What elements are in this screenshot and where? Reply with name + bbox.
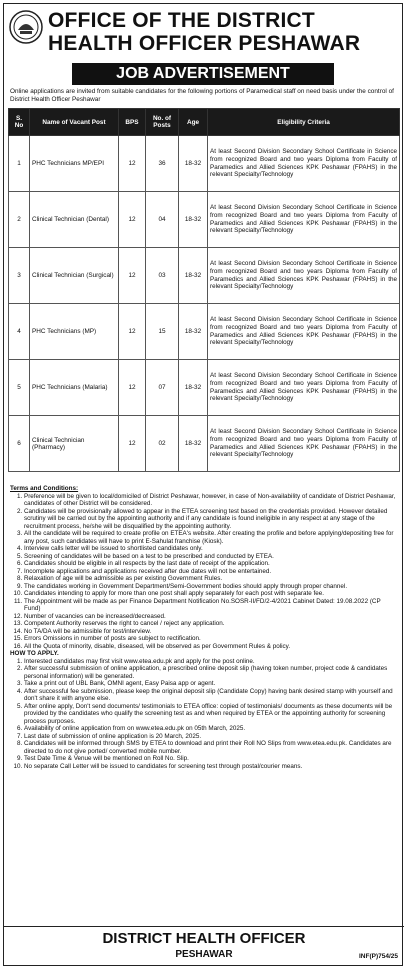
cell-posts: 03 (146, 248, 179, 304)
cell-posts: 07 (146, 360, 179, 416)
footer-title: DISTRICT HEALTH OFFICER (102, 930, 306, 947)
cell-criteria: At least Second Division Secondary School Certificate in Science from recognized Board and two years Diploma from Faculty of Paramedics and Allied Sciences KPK Peshawar (FPAHS) in the relevant Specialty/Technology (208, 304, 400, 360)
office-title-line2: HEALTH OFFICER PESHAWAR (48, 32, 361, 55)
terms-heading: Terms and Conditions: (10, 485, 79, 492)
terms-list (10, 493, 398, 651)
cell-criteria: At least Second Division Secondary School Certificate in Science from recognized Board and two years Diploma from Faculty of Paramedics and Allied Sciences KPK Peshawar (FPAHS) in the relevant Specialty/Technology (208, 360, 400, 416)
job-advertisement-banner: JOB ADVERTISEMENT (72, 63, 334, 85)
cell-post: Clinical Technician (Dental) (30, 192, 119, 248)
table-row (9, 192, 400, 248)
cell-sno: 5 (9, 360, 30, 416)
table-row (9, 136, 400, 192)
term-item: 14. No TA/DA will be admissible for test/interview. (24, 628, 398, 636)
cell-age: 18-32 (179, 304, 208, 360)
col-sno: S. No (9, 109, 30, 136)
col-posts: No. of Posts (146, 109, 179, 136)
term-item: 10. Candidates intending to apply for more than one post shall apply separately for each post with separate fee. (24, 590, 398, 598)
term-item: 12. Number of vacancies can be increased/decreased. (24, 613, 398, 621)
cell-post: PHC Technicians (Malaria) (30, 360, 119, 416)
table-row (9, 248, 400, 304)
cell-bps: 12 (119, 136, 146, 192)
advertisement-page (3, 3, 403, 966)
vacancies-table (8, 108, 400, 472)
term-item: 5. Screening of candidates will be based on a test to be prescribed and conducted by ETEA. (24, 553, 398, 561)
howto-item: 9. Test Date Time & Venue will be mentioned on Roll No. Slip. (24, 755, 398, 763)
howto-item: 2. After successful submission of online application, a prescribed online deposit slip (having token number, project code & candidates personal information) will be generated. (24, 665, 398, 680)
header (4, 4, 404, 62)
cell-age: 18-32 (179, 248, 208, 304)
cell-age: 18-32 (179, 360, 208, 416)
table-header-row (9, 109, 400, 136)
cell-posts: 02 (146, 416, 179, 472)
cell-bps: 12 (119, 360, 146, 416)
cell-age: 18-32 (179, 416, 208, 472)
how-to-apply-list (10, 658, 398, 771)
cell-bps: 12 (119, 192, 146, 248)
terms-section (10, 485, 398, 770)
table-row (9, 416, 400, 472)
col-criteria: Eligibility Criteria (208, 109, 400, 136)
intro-text: Online applications are invited from suitable candidates for the following portions of Paramedical staff on need basis under the control of District Health Officer Peshawar (10, 88, 394, 103)
col-post: Name of Vacant Post (30, 109, 119, 136)
term-item: 15. Errors Omissions in number of posts are subject to rectification. (24, 635, 398, 643)
term-item: 2. Candidates will be provisionally allowed to appear in the ETEA screening test based on the credentials provided. However detailed scrutiny will be carried out by the appointing authority and if any candidate is found ineligible in any respect at any stage of the recruitment process, he/she will be disqualified by the appointing authority. (24, 508, 398, 531)
term-item: 13. Competent Authority reserves the right to cancel / reject any application. (24, 620, 398, 628)
footer-subtitle: PESHAWAR (175, 949, 233, 960)
term-item: 11. The Appointment will be made as per Finance Department Notification No.SOSR-II/FD/2-4/2021 Cabinet Dated: 19.08.2022 (CP Fund) (24, 598, 398, 613)
government-seal-icon (9, 10, 43, 44)
term-item: 7. Incomplete applications and applications received after due dates will not be entertained. (24, 568, 398, 576)
table-row (9, 360, 400, 416)
cell-sno: 1 (9, 136, 30, 192)
cell-post: PHC Technicians (MP) (30, 304, 119, 360)
cell-post: Clinical Technician (Surgical) (30, 248, 119, 304)
col-bps: BPS (119, 109, 146, 136)
cell-sno: 4 (9, 304, 30, 360)
cell-bps: 12 (119, 304, 146, 360)
cell-posts: 15 (146, 304, 179, 360)
howto-item: 4. After successful fee submission, please keep the original deposit slip (Candidate Copy) having bank desired stamp with yourself and don't share it with anyone else. (24, 688, 398, 703)
reference-number: INF(P)754/25 (358, 953, 398, 960)
office-title-line1: OFFICE OF THE DISTRICT (48, 9, 315, 32)
cell-bps: 12 (119, 416, 146, 472)
cell-posts: 36 (146, 136, 179, 192)
term-item: 1. Preference will be given to local/domiciled of District Peshawar, however, in case of Non-availability of candidate of District Peshawar, candidates of other District will be considered. (24, 493, 398, 508)
cell-sno: 2 (9, 192, 30, 248)
term-item: 4. Interview calls letter will be issued to shortlisted candidates only. (24, 545, 398, 553)
cell-sno: 3 (9, 248, 30, 304)
cell-criteria: At least Second Division Secondary School Certificate in Science from recognized Board and two years Diploma from Faculty of Paramedics and Allied Sciences KPK Peshawar (FPAHS) in the relevant Specialty/Technology (208, 192, 400, 248)
term-item: 6. Candidates should be eligible in all respects by the last date of receipt of the application. (24, 560, 398, 568)
cell-sno: 6 (9, 416, 30, 472)
cell-post: PHC Technicians MP/EPI (30, 136, 119, 192)
cell-criteria: At least Second Division Secondary School Certificate in Science from recognized Board and two years Diploma from Faculty of Paramedics and Allied Sciences KPK Peshawar (FPAHS) in the relevant Specialty/Technology (208, 136, 400, 192)
cell-bps: 12 (119, 248, 146, 304)
cell-posts: 04 (146, 192, 179, 248)
table-row (9, 304, 400, 360)
howto-item: 10. No separate Call Letter will be issued to candidates for screening test through postal/courier means. (24, 763, 398, 771)
howto-item: 6. Availability of online application from on www.etea.edu.pk on 05th March, 2025. (24, 725, 398, 733)
howto-item: 8. Candidates will be informed through SMS by ETEA to download and print their Roll NO Slips from www.etea.edu.pk. Candidates are directed to do not give ported/ converted mobile number. (24, 740, 398, 755)
cell-post: Clinical Technician (Pharmacy) (30, 416, 119, 472)
howto-item: 3. Take a print out of UBL Bank, OMNI agent, Easy Paisa app or agent. (24, 680, 398, 688)
cell-age: 18-32 (179, 136, 208, 192)
howto-item: 1. Interested candidates may first visit www.etea.edu.pk and apply for the post online. (24, 658, 398, 666)
term-item: 16. All the Quota of minority, disable, diseased, will be observed as per Government Rules & policy. (24, 643, 398, 651)
howto-item: 7. Last date of submission of online application is 20 March, 2025. (24, 733, 398, 741)
term-item: 3. All the candidate will be required to create profile on ETEA's website. After creating the profile and before applying/depositing free for any post, such candidates will have to print E-Sahulat franchise (Kiosk). (24, 530, 398, 545)
how-to-apply-heading: HOW TO APPLY. (10, 650, 59, 657)
cell-age: 18-32 (179, 192, 208, 248)
footer-divider (4, 926, 404, 927)
howto-item: 5. After online apply, Don't send documents/ testimonials to ETEA office: copied of testimonials/ documents as these documents will be provided by the candidates who qualify the screening test as and when required by ETEA or the appointing authority for screening process purposes. (24, 703, 398, 726)
col-age: Age (179, 109, 208, 136)
term-item: 8. Relaxation of age will be admissible as per existing Government Rules. (24, 575, 398, 583)
cell-criteria: At least Second Division Secondary School Certificate in Science from recognized Board and two years Diploma from Faculty of Paramedics and Allied Sciences KPK Peshawar (FPAHS) in the relevant Specialty/Technology (208, 248, 400, 304)
cell-criteria: At least Second Division Secondary School Certificate in Science from recognized Board and two years Diploma from Faculty of Paramedics and Allied Sciences KPK Peshawar (FPAHS) in the relevant Specialty/Technology (208, 416, 400, 472)
term-item: 9. The candidates working in Government Department/Semi-Government bodies should apply through proper channel. (24, 583, 398, 591)
